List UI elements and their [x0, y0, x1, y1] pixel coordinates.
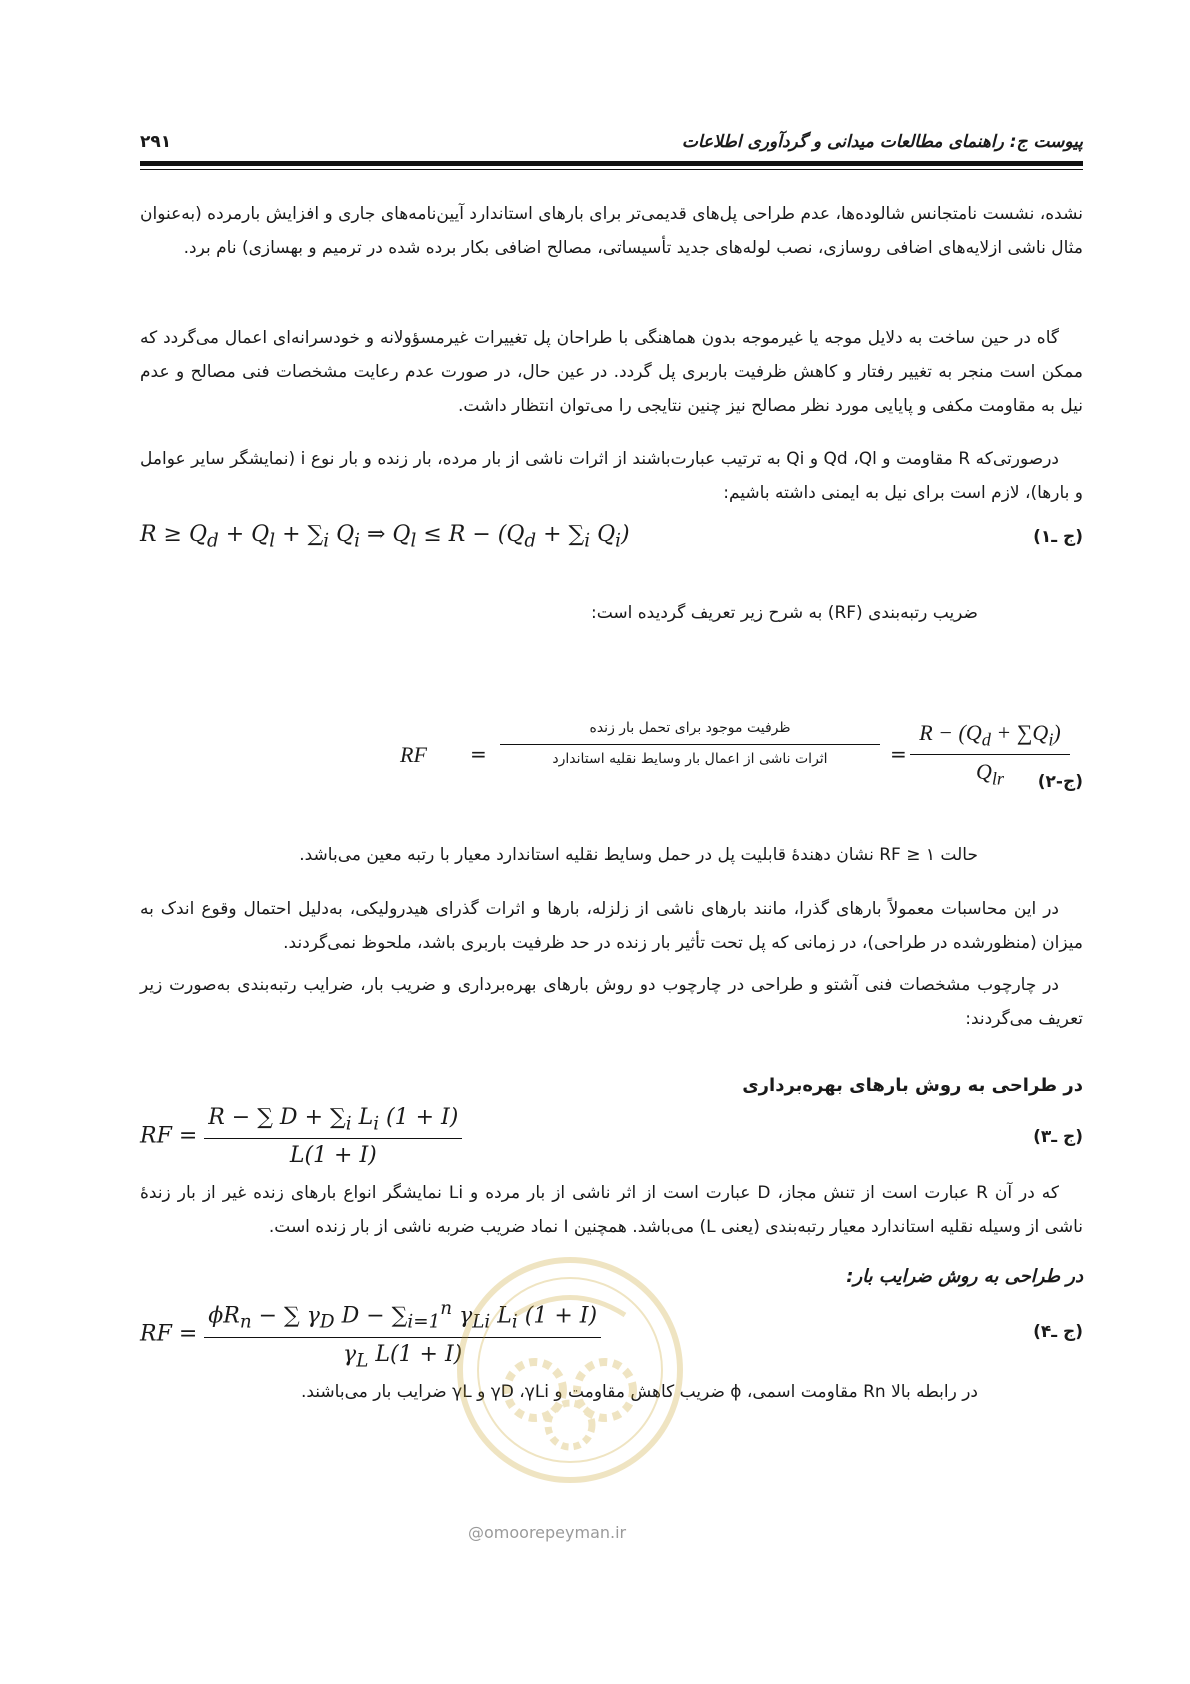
page-header [140, 130, 1083, 160]
equation-1: $R \ge Q_d + Q_l + \sum_i$ $Q_i$ ⇒ $Q_l \le R - (Q_d + \sum_i$ $Q_i$) [140, 522, 630, 552]
page-number: ۲۹۱ [140, 132, 172, 152]
paragraph-1: نشده، نشست نامتجانس شالوده‌ها، عدم طراحی پل‌های قدیمی‌تر برای بارهای استاندارد آیین‌نامه‌های جاری و افزایش بارمرده (به‌عنوان مثال ناشی ازلایه‌های اضافی روسازی، نصب لوله‌های جدید تأسیساتی، مصالح اضافی بکار برده شده در ترمیم و بهسازی) نام برد. [140, 204, 1083, 258]
equals-sign: = [470, 742, 487, 766]
heading-service-load: در طراحی به روش بارهای بهره‌برداری [742, 1075, 1083, 1096]
running-title: پیوست ج: راهنمای مطالعات میدانی و گردآوری اطلاعات [681, 132, 1083, 152]
paragraph-8: که در آن R عبارت است از تنش مجاز، D عبارت است از اثر ناشی از بار مرده و Li نمایشگر انواع بارهای زنده غیر از بار زندهٔ ناشی از وسیله نقلیه استاندارد معیار رتبه‌بندی (یعنی L) می‌باشد. همچنین I نماد ضریب ضربه ناشی از بار زنده است. [140, 1183, 1083, 1237]
header-rule-thin [140, 169, 1083, 170]
equation-4: RF = $\frac{\phi R_n - \sum \gamma_D D - \sum_{i=1}^n \gamma_{Li} L_i (1 + I)}{\gamma_L L(1 + I)}$ [140, 1298, 601, 1371]
rf-text-fraction [500, 720, 880, 767]
paragraph-9: در رابطه بالا Rn مقاومت اسمی، ϕ ضریب کاهش مقاومت و γD ،γLi و γL ضرایب بار می‌باشند. [300, 1382, 978, 1402]
watermark-url: @omoorepeyman.ir [468, 1523, 627, 1542]
rf-math-fraction: $R - (Q_d + \sum Q_i)$ $Q_{lr}$ [910, 720, 1070, 790]
paragraph-5: حالت ۱ ≤ RF نشان دهندهٔ قابلیت پل در حمل وسایط نقلیه استاندارد معیار با رتبه معین می‌باشد. [299, 845, 978, 865]
header-rule [140, 161, 1083, 166]
paragraph-7: در چارچوب مشخصات فنی آشتو و طراحی در چارچوب دو روش بارهای بهره‌برداری و ضریب بار، ضرایب رتبه‌بندی به‌صورت زیر تعریف می‌گردند: [140, 975, 1083, 1029]
rf-text-numerator: ظرفیت موجود برای تحمل بار زنده [500, 720, 880, 745]
equation-2-label: (ج-۲) [1037, 772, 1083, 792]
rf-symbol: RF [400, 742, 427, 767]
equals-sign: = [890, 742, 907, 766]
heading-load-factor: در طراحی به روش ضرایب بار: [846, 1266, 1083, 1287]
equation-1-label: (ج ـ۱) [1033, 527, 1083, 547]
equation-4-label: (ج ـ۴) [1033, 1322, 1083, 1342]
paragraph-2: گاه در حین ساخت به دلایل موجه یا غیرموجه بدون هماهنگی با طراحان پل تغییرات غیرمسؤولانه و خودسرانه‌ای اعمال می‌گردد که ممکن است منجر به تغییر رفتار و کاهش ظرفیت باربری پل گردد. در عین حال، در صورت عدم رعایت مشخصات فنی مصالح و عدم نیل به مقاومت مکفی و پایایی مورد نظر مصالح نیز چنین نتایجی را می‌توان انتظار داشت. [140, 328, 1083, 416]
paragraph-3: درصورتی‌که R مقاومت و Qd ،Ql و Qi به ترتیب عبارت‌باشند از اثرات ناشی از بار مرده، بار زنده و بار نوع i (نمایشگر سایر عوامل و بارها)، لازم است برای نیل به ایمنی داشته باشیم: [140, 449, 1083, 503]
paragraph-6: در این محاسبات معمولاً بارهای گذرا، مانند بارهای ناشی از زلزله، بارها و اثرات گذرای هیدرولیکی، به‌دلیل احتمال وقوع اندک به میزان (منظورشده در طراحی)، در زمانی که پل تحت تأثیر بار زنده در حد ظرفیت باربری باشد، ملحوظ نمی‌گردند. [140, 899, 1083, 953]
paragraph-4: ضریب رتبه‌بندی (RF) به شرح زیر تعریف گردیده است: [590, 603, 978, 623]
equation-2 [390, 720, 1070, 810]
watermark-logo [455, 1255, 685, 1485]
equation-3: RF = $\frac{R - \sum D + \sum_i L_i (1 + I)}{L(1 + I)}$ [140, 1105, 462, 1168]
equation-3-label: (ج ـ۳) [1033, 1127, 1083, 1147]
rf-text-denominator: اثرات ناشی از اعمال بار وسایط نقلیه استاندارد [552, 751, 828, 767]
